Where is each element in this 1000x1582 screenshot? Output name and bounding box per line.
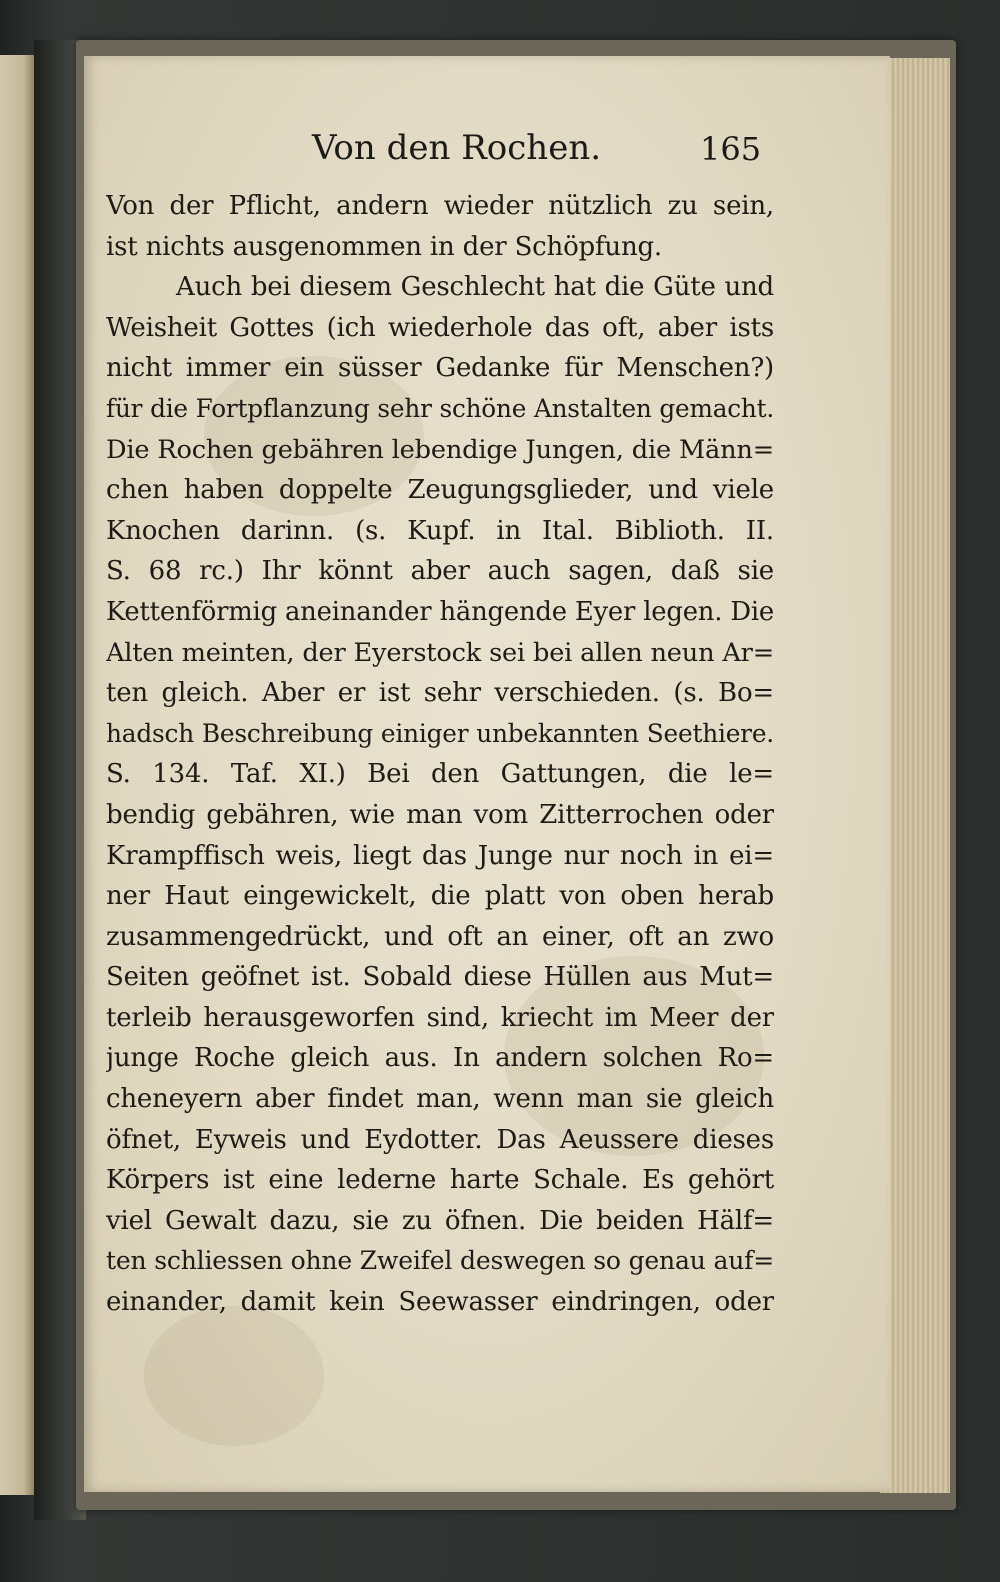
text-line: bendig gebähren, wie man vom Zitterrochen oder bbox=[106, 799, 774, 830]
text-line: öfnet, Eyweis und Eydotter. Das Aeussere dieses bbox=[106, 1124, 774, 1155]
text-line: Krampffisch weis, liegt das Junge nur noch in ei= bbox=[106, 840, 774, 871]
text-line: Körpers ist eine lederne harte Schale. Es gehört bbox=[106, 1165, 774, 1196]
text-line: terleib herausgeworfen sind, kriecht im Meer der bbox=[106, 1002, 774, 1033]
text-line: S. 68 rc.) Ihr könnt aber auch sagen, daß sie bbox=[106, 556, 774, 587]
text-line: cheneyern aber findet man, wenn man sie gleich bbox=[106, 1084, 774, 1115]
text-line: chen haben doppelte Zeugungsglieder, und viele bbox=[106, 475, 774, 506]
text-line: ner Haut eingewickelt, die platt von oben herab bbox=[106, 881, 774, 912]
page-number: 165 bbox=[700, 130, 762, 168]
text-line: S. 134. Taf. XI.) Bei den Gattungen, die le= bbox=[106, 759, 774, 790]
text-line: Knochen darinn. (s. Kupf. in Ital. Biblioth. II. bbox=[106, 515, 774, 546]
text-line: Auch bei diesem Geschlecht hat die Güte und bbox=[176, 272, 774, 303]
page-header bbox=[0, 128, 1000, 178]
text-line: ist nichts ausgenommen in der Schöpfung. bbox=[106, 231, 663, 262]
paper-stain bbox=[144, 1306, 324, 1446]
text-line: Seiten geöfnet ist. Sobald diese Hüllen aus Mut= bbox=[106, 962, 774, 993]
text-line: Weisheit Gottes (ich wiederhole das oft, aber ists bbox=[106, 312, 774, 343]
text-line: ten gleich. Aber er ist sehr verschieden. (s. Bo= bbox=[106, 678, 774, 709]
text-line: einander, damit kein Seewasser eindringen, oder bbox=[106, 1287, 774, 1318]
text-line: nicht immer ein süsser Gedanke für Menschen?) bbox=[106, 353, 774, 384]
text-line: junge Roche gleich aus. In andern solchen Ro= bbox=[106, 1043, 774, 1074]
running-title: Von den Rochen. bbox=[312, 128, 602, 168]
text-line: für die Fortpflanzung sehr schöne Anstalten gemacht. bbox=[106, 393, 774, 423]
page-stack-edge bbox=[880, 58, 956, 1493]
text-line: Die Rochen gebähren lebendige Jungen, die Männ= bbox=[106, 434, 774, 465]
text-line: hadsch Beschreibung einiger unbekannten Seethiere. bbox=[106, 718, 774, 748]
text-line: zusammengedrückt, und oft an einer, oft an zwo bbox=[106, 921, 774, 952]
text-line: ten schliessen ohne Zweifel deswegen so genau auf= bbox=[106, 1246, 774, 1276]
body-text bbox=[106, 186, 774, 1323]
text-line: viel Gewalt dazu, sie zu öfnen. Die beiden Hälf= bbox=[106, 1205, 774, 1236]
text-line: Kettenförmig aneinander hängende Eyer legen. Die bbox=[106, 596, 774, 627]
left-page-edge bbox=[0, 55, 34, 1495]
text-line: Alten meinten, der Eyerstock sei bei allen neun Ar= bbox=[106, 637, 774, 668]
text-line: Von der Pflicht, andern wieder nützlich zu sein, bbox=[106, 191, 774, 221]
